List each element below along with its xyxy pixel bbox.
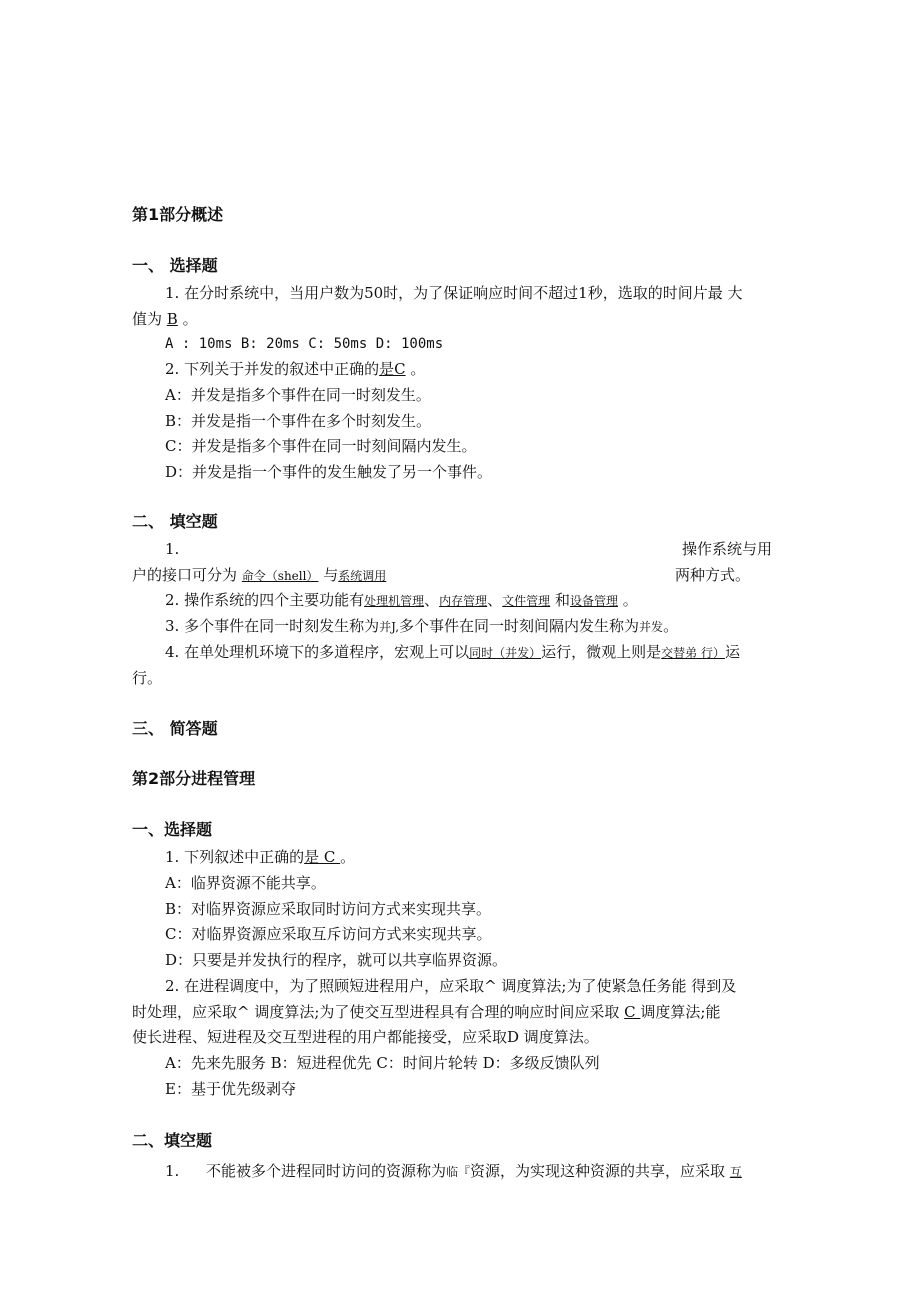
- q2-post: 。: [405, 360, 426, 378]
- fill-q3-ans1: 并J,: [379, 620, 400, 634]
- q1-line2-pre: 值为: [132, 310, 167, 328]
- part1-fill-heading: 二、 填空题: [132, 512, 218, 531]
- p1-fill-q2: [165, 590, 638, 611]
- p1-fill-q1-num: 1.: [165, 540, 180, 558]
- fill-q1-left2: 户的接口可分为: [132, 566, 242, 584]
- p1-choice-q1-line2: [132, 309, 198, 329]
- p1-fill-q3: [165, 616, 678, 637]
- fill-q2-sep2: 、: [487, 591, 503, 609]
- fill-q2-ans1: 处理机管理: [364, 594, 425, 608]
- p2-choice-q1: [165, 847, 355, 867]
- fill-q2-sep1: 、: [424, 591, 440, 609]
- p2-choice-q2-line3: 使长进程、短进程及交互型进程的用户都能接受，应采取D 调度算法。: [132, 1028, 599, 1046]
- p2-choice-q1-a: A：临界资源不能共享。: [165, 874, 326, 892]
- fill-q1-ans1: 命令（shell）: [241, 569, 319, 583]
- q1-answer: B: [166, 310, 178, 328]
- p1-choice-q2-d: D：并发是指一个事件的发生触发了另一个事件。: [165, 463, 493, 481]
- part2-choice-heading: 一、选择题: [132, 820, 213, 839]
- p2-fill-q1: [206, 1161, 742, 1182]
- p2-q1-answer: 是 C: [304, 848, 341, 866]
- fill-q1-ans2: 系统调用: [338, 569, 387, 583]
- p1-fill-q1-right1: 操作系统与用: [682, 540, 773, 558]
- p1-choice-q2: [165, 359, 425, 379]
- q1-line2-post: 。: [177, 310, 198, 328]
- p1-fill-q1-line2: [132, 565, 386, 586]
- p1-fill-q4: [165, 642, 740, 663]
- part1-choice-heading: 一、 选择题: [132, 256, 218, 275]
- fill-q4-ans1: 同时（并发）: [469, 646, 542, 660]
- fill-q3-mid: 多个事件在同一时刻间隔内发生称为: [399, 617, 640, 635]
- p2-fill-q1-small: 临『: [446, 1165, 471, 1179]
- p1-choice-q2-c: C：并发是指多个事件在同一时刻间隔内发生。: [165, 437, 477, 455]
- p1-fill-q1-right2: 两种方式。: [675, 566, 751, 584]
- p1-choice-q2-b: B：并发是指一个事件在多个时刻发生。: [165, 412, 432, 430]
- p2-q2-answer: C: [624, 1003, 641, 1021]
- p2-q1-post: 。: [340, 848, 356, 866]
- fill-q3-ans2: 并发: [639, 620, 664, 634]
- p2-choice-q2-line2: [132, 1002, 720, 1022]
- q2-answer: 是C: [379, 360, 406, 378]
- fill-q4-ans2: 交替弟 行）: [661, 646, 725, 660]
- fill-q2-ans3: 文件管理: [502, 594, 551, 608]
- p1-choice-q1-line1: 1. 在分时系统中，当用户数为50时，为了保证响应时间不超过1秒，选取的时间片最 大: [165, 284, 743, 302]
- fill-q2-post: 。: [617, 591, 638, 609]
- p1-choice-q2-a: A：并发是指多个事件在同一时刻发生。: [165, 386, 431, 404]
- q2-pre: 2. 下列关于并发的叙述中正确的: [165, 360, 380, 378]
- fill-q4-pre: 4. 在单处理机环境下的多道程序，宏观上可以: [165, 643, 470, 661]
- fill-q2-sep3: 和: [550, 591, 570, 609]
- p2-q1-pre: 1. 下列叙述中正确的: [165, 848, 305, 866]
- fill-q2-ans4: 设备管理: [569, 594, 618, 608]
- part2-fill-heading: 二、填空题: [132, 1131, 213, 1150]
- part1-short-heading: 三、 简答题: [132, 719, 218, 738]
- p2-fill-q1-text: 不能被多个进程同时访问的资源称为: [206, 1162, 447, 1180]
- p1-choice-q1-options: A : 10ms B: 20ms C: 50ms D: 100ms: [165, 336, 444, 352]
- p2-choice-q1-d: D：只要是并发执行的程序，就可以共享临界资源。: [165, 951, 508, 969]
- fill-q3-pre: 3. 多个事件在同一时刻发生称为: [165, 617, 380, 635]
- p2-choice-q2-line1: 2. 在进程调度中，为了照顾短进程用户，应采取^ 调度算法;为了使紧急任务能 得到及: [165, 977, 737, 995]
- p2-fill-q1-ans: 互: [729, 1165, 742, 1179]
- p2-choice-q1-c: C：对临界资源应采取互斥访问方式来实现共享。: [165, 925, 492, 943]
- part1-title: 第1部分概述: [132, 205, 224, 224]
- p2-choice-q2-options1: A：先来先服务 B：短进程优先 C：时间片轮转 D：多级反馈队列: [165, 1054, 600, 1072]
- fill-q2-ans2: 内存管理: [439, 594, 488, 608]
- fill-q1-mid2: 与: [318, 566, 339, 584]
- fill-q4-post: 运: [724, 643, 740, 661]
- p2-choice-q2-options2: E：基于优先级剥夺: [165, 1080, 296, 1098]
- p2-choice-q1-b: B：对临界资源应采取同时访问方式来实现共享。: [165, 900, 492, 918]
- fill-q3-post: 。: [663, 617, 679, 635]
- fill-q4-mid: 运行，微观上则是: [541, 643, 662, 661]
- part2-title: 第2部分进程管理: [132, 769, 256, 788]
- p1-fill-q4-line2: 行。: [132, 669, 163, 687]
- fill-q2-pre: 2. 操作系统的四个主要功能有: [165, 591, 365, 609]
- p2-q2-line2-post: 调度算法;能: [640, 1003, 721, 1021]
- p2-fill-q1-num: 1.: [165, 1162, 180, 1180]
- p2-fill-q1-text2: 资源，为实现这种资源的共享，应采取: [470, 1162, 730, 1180]
- p2-q2-line2-pre: 时处理，应采取^ 调度算法;为了使交互型进程具有合理的响应时间应采取: [132, 1003, 625, 1021]
